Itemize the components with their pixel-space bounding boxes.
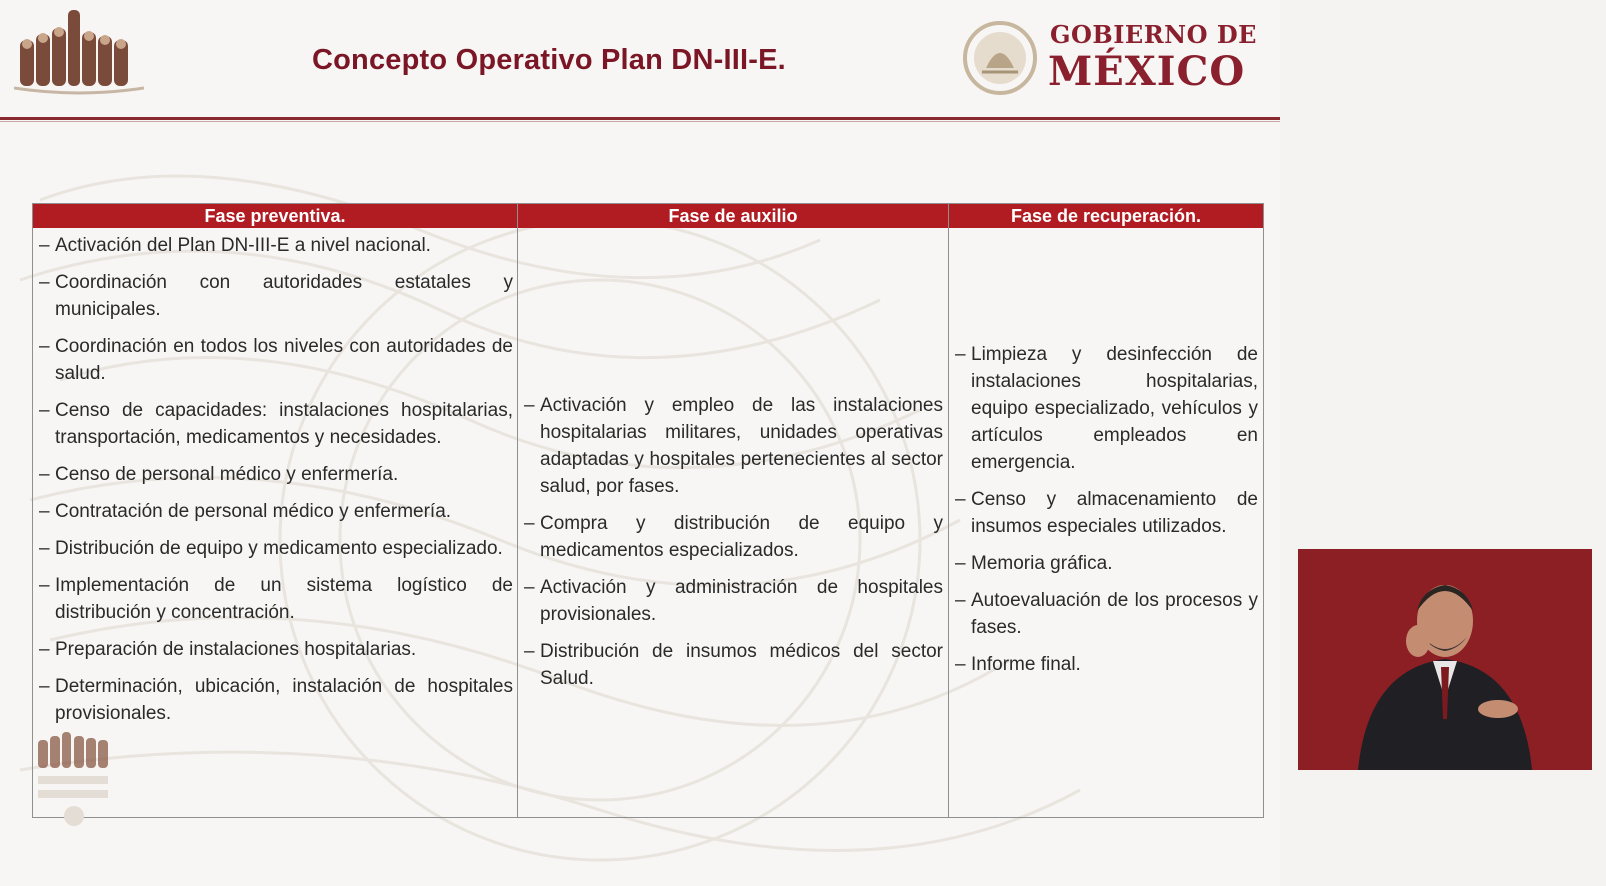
column-header-auxilio: Fase de auxilio <box>668 206 798 226</box>
list-item: – Implementación de un sistema logístico de distribución y concentración. <box>39 575 513 623</box>
column-header-recuperacion: Fase de recuperación. <box>1010 206 1202 226</box>
page-title: Concepto Operativo Plan DN-III-E. <box>312 44 786 76</box>
sign-language-interpreter-video <box>1298 549 1592 770</box>
phases-table <box>32 203 1264 818</box>
table-header <box>33 204 1263 228</box>
list-item: – Activación del Plan DN-III-E a nivel nacional. <box>39 235 431 256</box>
list-item: – Distribución de insumos médicos del sector Salud. <box>524 641 943 689</box>
header-divider-light <box>0 121 1280 122</box>
cell-recuperacion <box>949 228 1263 817</box>
list-item: – Memoria gráfica. <box>955 553 1113 574</box>
list-item: – Censo y almacenamiento de insumos especiales utilizados. <box>955 489 1258 537</box>
list-item: – Determinación, ubicación, instalación de hospitales provisionales. <box>39 676 513 724</box>
list-item: – Contratación de personal médico y enfermería. <box>39 501 452 522</box>
heroes-logo-small-icon <box>34 730 124 830</box>
gobierno-logo <box>962 14 1257 104</box>
cell-auxilio <box>518 228 948 817</box>
header-divider <box>0 117 1280 120</box>
list-item: – Censo de personal médico y enfermería. <box>39 464 399 485</box>
eagle-seal-icon <box>962 18 1038 98</box>
list-item: – Preparación de instalaciones hospitalarias. <box>39 639 417 660</box>
list-item: – Limpieza y desinfección de instalaciones hospitalarias, equipo especializado, vehículos y artículos empleados en emergencia. <box>955 344 1258 473</box>
cell-preventiva <box>33 228 517 817</box>
list-item: – Autoevaluación de los procesos y fases. <box>955 590 1258 638</box>
list-item: – Coordinación con autoridades estatales y municipales. <box>39 272 513 320</box>
gobierno-line2: MÉXICO <box>1048 48 1246 95</box>
list-item: – Coordinación en todos los niveles con autoridades de salud. <box>39 336 513 384</box>
heroes-logo-icon <box>14 6 144 96</box>
column-header-preventiva: Fase preventiva. <box>204 206 346 226</box>
list-item: – Activación y empleo de las instalaciones hospitalarias militares, unidades operativas adaptadas y hospitales pertenecientes al sector salud, por fases. <box>524 395 943 497</box>
list-item: – Informe final. <box>955 654 1081 675</box>
list-item: – Activación y administración de hospitales provisionales. <box>524 577 943 625</box>
list-item: – Distribución de equipo y medicamento especializado. <box>39 538 503 559</box>
list-item: – Censo de capacidades: instalaciones hospitalarias, transportación, medicamentos y necesidades. <box>39 400 513 448</box>
gobierno-line1: GOBIERNO DE <box>1050 20 1257 49</box>
list-item: – Compra y distribución de equipo y medicamentos especializados. <box>524 513 943 561</box>
